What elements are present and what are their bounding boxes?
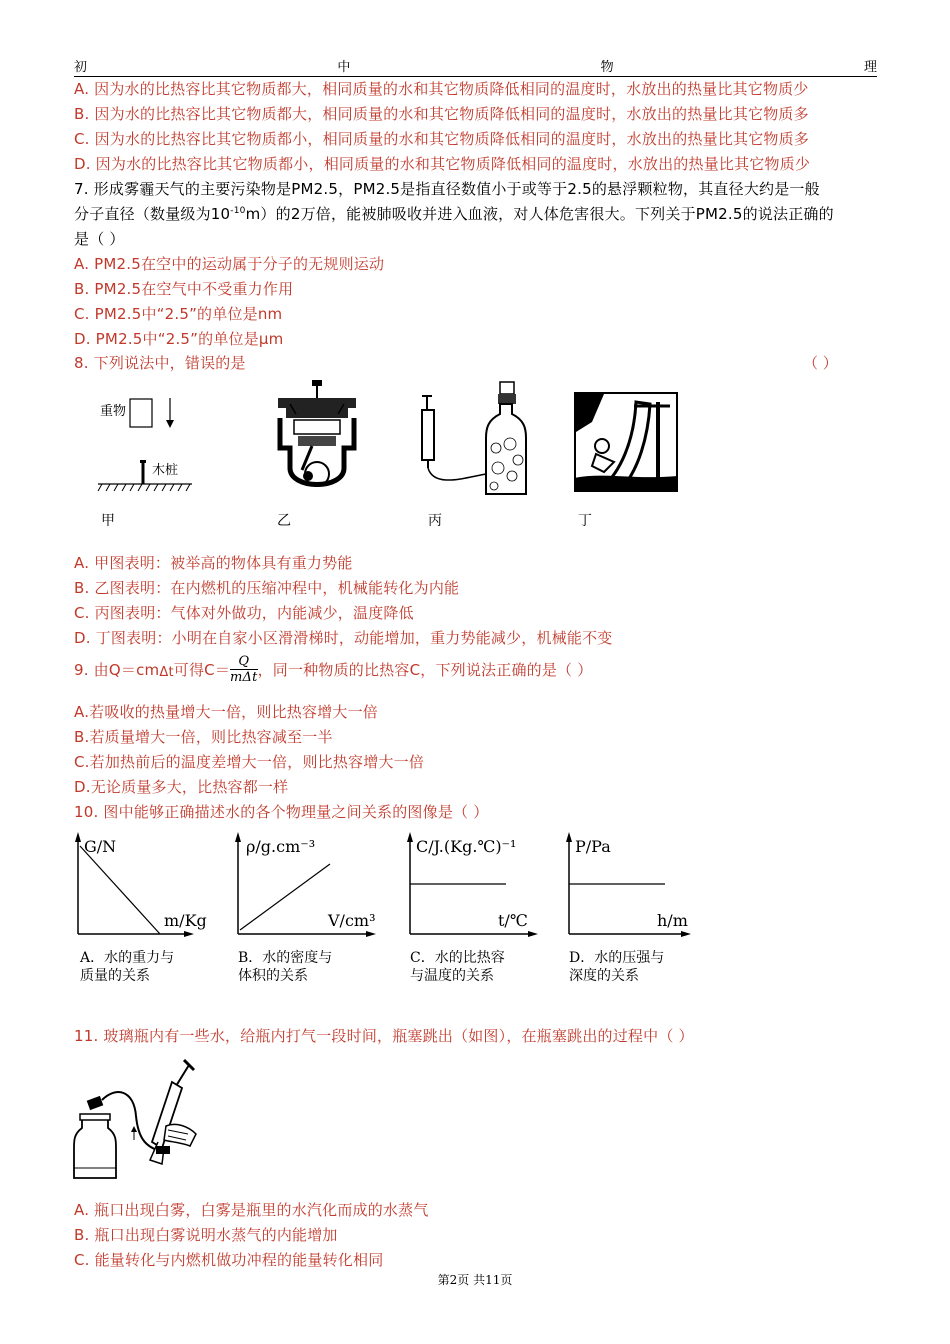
fraction-numerator: Q <box>230 654 258 670</box>
caption-line: 深度的关系 <box>569 968 639 984</box>
graph-d-ylabel: P/Pa <box>575 837 611 856</box>
fig-caption-ding: 丁 <box>578 513 592 529</box>
caption-line: A．水的重力与 <box>80 950 175 966</box>
page-footer: 第2页 共11页 <box>437 1273 513 1287</box>
q7-exponent: -10 <box>230 206 246 216</box>
q9-stem-part: 9. 由Q＝cm <box>74 661 160 679</box>
q7-stem-part: m）的2万倍，能被肺吸收并进入血液，对人体危害很大。下列关于PM2.5的说法正确的 <box>245 205 834 223</box>
q7-option-b: B. PM2.5在空气中不受重力作用 <box>74 280 294 298</box>
q6-option-a: A. 因为水的比热容比其它物质都大，相同质量的水和其它物质降低相同的温度时，水放出的热量比其它物质少 <box>74 80 809 98</box>
q10-stem: 10. 图中能够正确描述水的各个物理量之间关系的图像是（ ） <box>74 803 489 821</box>
figure-q11-bottle-pump <box>72 1056 202 1184</box>
q9-delta-t: Δt <box>159 665 174 680</box>
q6-option-b: B. 因为水的比热容比其它物质都大，相同质量的水和其它物质降低相同的温度时，水放出的热量比其它物质多 <box>74 105 809 123</box>
caption-line: B．水的密度与 <box>238 950 333 966</box>
q11-option-c: C. 能量转化与内燃机做功冲程的能量转化相同 <box>74 1251 384 1269</box>
header-char: 中 <box>337 60 351 75</box>
caption-line: 体积的关系 <box>238 968 308 984</box>
caption-line: D．水的压强与 <box>569 950 665 966</box>
q11-option-a: A. 瓶口出现白雾，白雾是瓶里的水汽化而成的水蒸气 <box>74 1201 429 1219</box>
q9-fraction <box>230 654 258 685</box>
graph-b-caption <box>238 949 332 985</box>
q7-stem-part: 分子直径（数量级为10 <box>74 205 231 223</box>
q8-option-d: D. 丁图表明：小明在自家小区滑滑梯时，动能增加，重力势能减少，机械能不变 <box>74 629 613 647</box>
fig-caption-jia: 甲 <box>101 513 115 529</box>
fig-caption-yi: 乙 <box>277 513 291 529</box>
q7-option-d: D. PM2.5中“2.5”的单位是μm <box>74 330 284 348</box>
graph-d-xlabel: h/m <box>657 911 688 930</box>
q9-option-c: C.若加热前后的温度差增大一倍，则比热容增大一倍 <box>74 753 425 771</box>
graph-d <box>563 830 723 942</box>
q9-option-d: D.无论质量多大，比热容都一样 <box>74 778 289 796</box>
header-char: 理 <box>863 60 877 75</box>
caption-line: 与温度的关系 <box>410 968 494 984</box>
q7-stem-line2 <box>74 203 834 224</box>
graph-a-xlabel: m/Kg <box>164 911 207 930</box>
header-char: 初 <box>74 60 88 75</box>
caption-line: 质量的关系 <box>80 968 150 984</box>
caption-line: C．水的比热容 <box>410 950 505 966</box>
graph-a-caption <box>80 949 174 985</box>
fraction-denominator: mΔt <box>230 670 258 685</box>
q7-stem-line3: 是（ ） <box>74 230 125 248</box>
figure-yi-engine <box>270 378 365 504</box>
q8-stem: 8. 下列说法中，错误的是 <box>74 354 246 372</box>
graph-b-ylabel: ρ/g.cm⁻³ <box>246 837 316 856</box>
q9-stem-part: ，同一种物质的比热容C，下列说法正确的是（ ） <box>257 661 593 679</box>
graph-a <box>72 830 232 942</box>
q7-option-a: A. PM2.5在空中的运动属于分子的无规则运动 <box>74 255 385 273</box>
figure-ding-slide <box>574 392 678 492</box>
q8-answer-paren: （ ） <box>803 354 838 372</box>
q6-option-d: D. 因为水的比热容比其它物质都小，相同质量的水和其它物质降低相同的温度时，水放出的热量比其它物质少 <box>74 155 811 173</box>
q11-stem: 11. 玻璃瓶内有一些水，给瓶内打气一段时间，瓶塞跳出（如图），在瓶塞跳出的过程中（ ） <box>74 1027 694 1045</box>
header-char: 物 <box>600 60 614 75</box>
q8-option-a: A. 甲图表明：被举高的物体具有重力势能 <box>74 554 353 572</box>
fig-caption-bing: 丙 <box>428 513 442 529</box>
q7-option-c: C. PM2.5中“2.5”的单位是nm <box>74 305 283 323</box>
graph-b-xlabel: V/cm³ <box>328 911 376 930</box>
page-header <box>74 56 877 77</box>
graph-c-ylabel: C/J.(Kg.℃)⁻¹ <box>416 837 517 856</box>
q8-option-b: B. 乙图表明：在内燃机的压缩冲程中，机械能转化为内能 <box>74 579 460 597</box>
q11-option-b: B. 瓶口出现白雾说明水蒸气的内能增加 <box>74 1226 338 1244</box>
q9-stem <box>74 654 592 685</box>
graph-c <box>404 830 564 942</box>
q9-option-a: A.若吸收的热量增大一倍，则比热容增大一倍 <box>74 703 378 721</box>
q9-option-b: B.若质量增大一倍，则比热容减至一半 <box>74 728 333 746</box>
figure-jia <box>96 392 196 502</box>
q8-option-c: C. 丙图表明：气体对外做功，内能减少，温度降低 <box>74 604 414 622</box>
q6-option-c: C. 因为水的比热容比其它物质都小，相同质量的水和其它物质降低相同的温度时，水放出的热量比其它物质多 <box>74 130 810 148</box>
graph-c-xlabel: t/℃ <box>498 911 528 930</box>
graph-c-caption <box>410 949 505 985</box>
stake-label: 木桩 <box>152 463 179 478</box>
q9-stem-part: 可得C＝ <box>173 661 231 679</box>
figure-bing-bottle-pump <box>414 378 529 504</box>
q7-stem-line1: 7. 形成雾霾天气的主要污染物是PM2.5，PM2.5是指直径数值小于或等于2.5的悬浮颗粒物，其直径大约是一般 <box>74 180 820 198</box>
graph-d-caption <box>569 949 664 985</box>
graph-a-ylabel: G/N <box>84 837 117 856</box>
graph-b <box>232 830 392 942</box>
weight-label: 重物 <box>100 404 127 419</box>
